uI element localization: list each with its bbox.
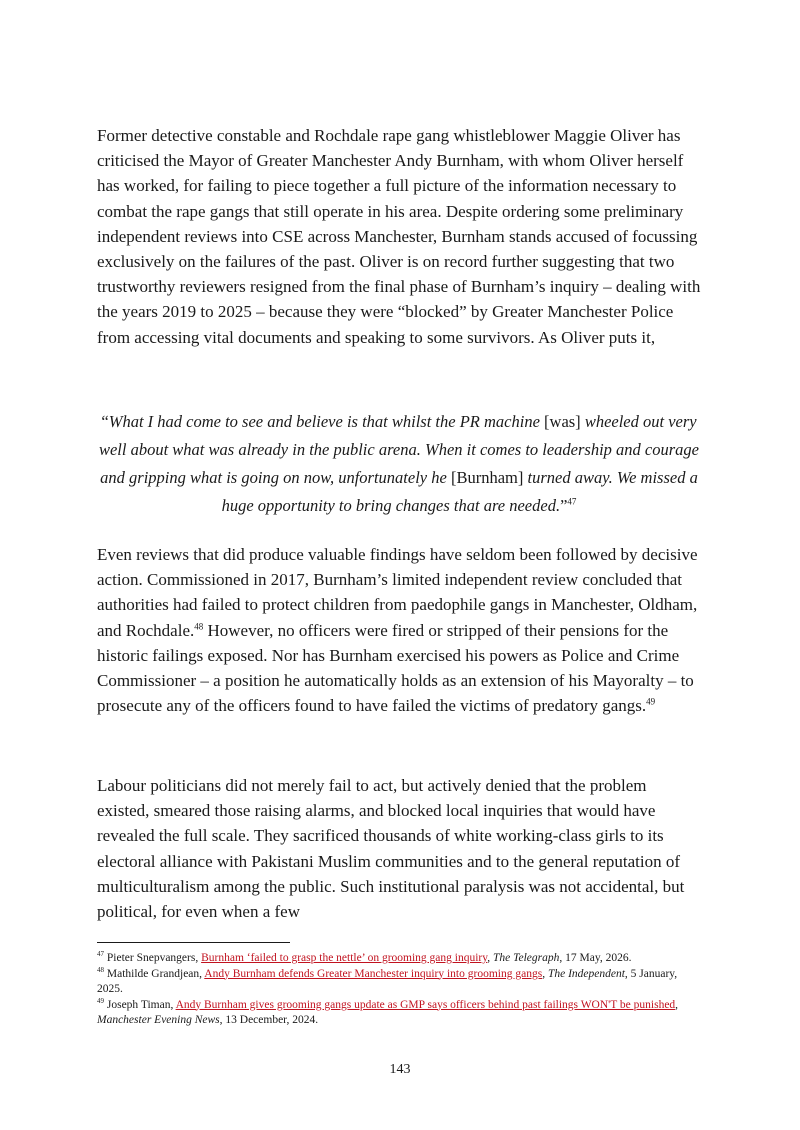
footnote-ref-47[interactable]: 47 [567,496,577,507]
block-quote [97,408,701,520]
footnote-source: The Telegraph [493,952,560,964]
footnote-separator: , [487,952,493,964]
quote-text-1: What I had come to see and believe is that whilst the PR machine [108,412,540,431]
quote-insert-was: [was] [539,412,585,431]
footnote-48 [97,967,697,998]
footnote-number: 47 [97,950,104,959]
footnote-author: Pieter Snepvangers, [104,952,202,964]
footnote-date: , 17 May, 2026. [559,952,632,964]
footnote-link[interactable]: Burnham ‘failed to grasp the nettle’ on grooming gang inquiry [201,952,488,964]
footnote-source: The Independent [547,967,625,980]
footnote-link[interactable]: Andy Burnham defends Greater Manchester inquiry into grooming gangs [204,967,543,980]
footnote-author: Joseph Timan, [104,998,176,1011]
para2-text-a: Even reviews that did produce valuable findings have seldom been followed by decisive action. Commissioned in 2017, Burnham’s limited independent review concluded that authorities had failed to protect children from paedophile gangs in Manchester, Oldham, and Rochdale. [97,545,698,640]
footnote-number: 48 [97,965,104,974]
footnote-author: Mathilde Grandjean, [104,967,205,980]
footnote-separator: , [675,998,679,1011]
quote-insert-burnham: [Burnham] [446,468,528,487]
footnote-49 [97,998,697,1029]
footnote-source: Manchester Evening News [97,1014,220,1026]
body-paragraph-2 [97,542,701,718]
footnote-link[interactable]: Andy Burnham gives grooming gangs update as GMP says officers behind past failings WON'T be punished [175,998,676,1011]
quote-text-2: wheeled out very well about what was already in the public arena. When it comes to leadership and courage and gripping what is going on now, unfortunately he [98,412,700,487]
footnote-date: , 5 January, 2025. [97,967,678,995]
footnote-47 [97,951,697,967]
quote-open-mark: “ [101,412,109,431]
body-paragraph-3: Labour politicians did not merely fail to act, but actively denied that the problem existed, smeared those raising alarms, and blocked local inquiries that would have revealed the full scale. They sacrificed thousands of white working-class girls to its electoral alliance with Pakistani Muslim communities and to the general reputation of multiculturalism among the public. Such institutional paralysis was not accidental, but political, for even when a few [97,776,685,922]
quote-close-mark: ” [560,496,568,515]
footnote-number: 49 [97,996,104,1005]
footnote-date: , 13 December, 2024. [219,1014,319,1026]
footnote-divider [97,942,290,943]
para2-text-b: However, no officers were fired or stripped of their pensions for the historic failings exposed. Nor has Burnham exercised his powers as Police and Crime Commissioner – a position he automatically holds as an extension of his Mayoralty – to prosecute any of the officers found to have failed the victims of predatory gangs. [97,620,694,716]
footnote-ref-49[interactable]: 49 [646,696,656,707]
footnote-ref-48[interactable]: 48 [194,620,204,631]
body-paragraph-1: Former detective constable and Rochdale rape gang whistleblower Maggie Oliver has criticised the Mayor of Greater Manchester Andy Burnham, with whom Oliver herself has worked, for failing to piece together a full picture of the information necessary to combat the rape gangs that still operate in his area. Despite ordering some preliminary independent reviews into CSE across Manchester, Burnham stands accused of focussing exclusively on the failures of the past. Oliver is on record further suggesting that two trustworthy reviewers resigned from the final phase of Burnham’s inquiry – dealing with the years 2019 to 2025 – because they were “blocked” by Greater Manchester Police from accessing vital documents and speaking to some survivors. As Oliver puts it, [97,126,701,347]
footnotes [97,951,697,1029]
page-number: 143 [389,1062,411,1077]
quote-text-3: turned away. We missed a huge opportunity to bring changes that are needed. [221,468,698,515]
footnote-separator: , [542,967,548,980]
